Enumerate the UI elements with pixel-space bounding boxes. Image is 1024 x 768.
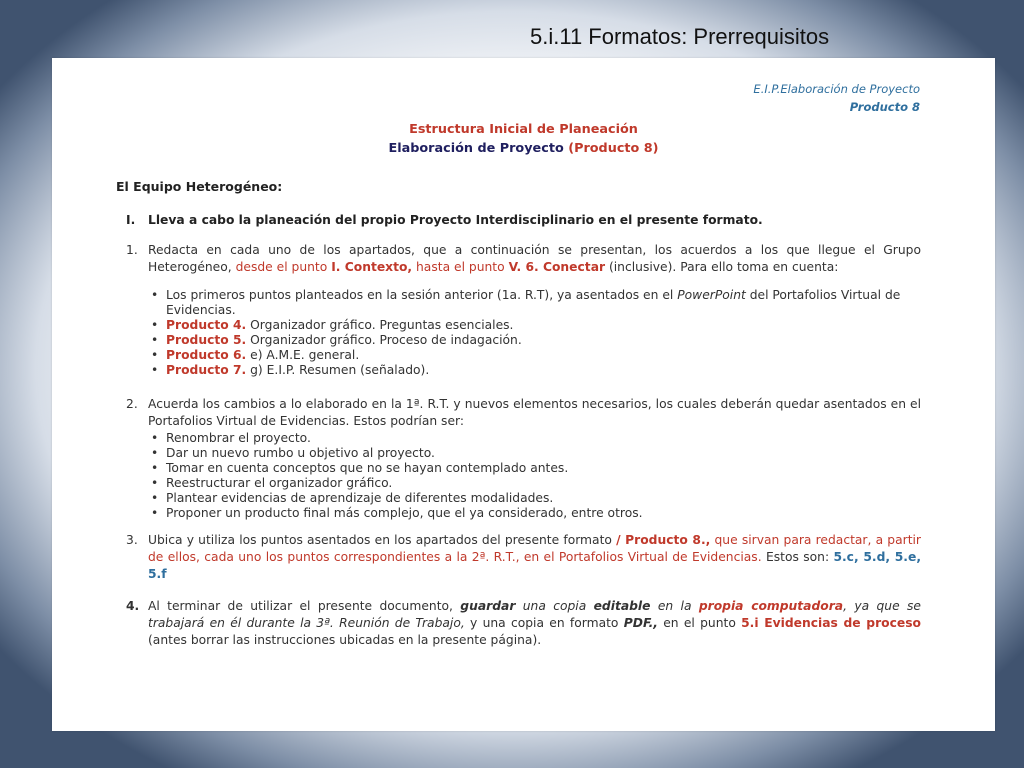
list-item [166,333,926,348]
item-1-to: hasta el punto [412,260,509,274]
bullet-text: g) E.I.P. Resumen (señalado). [246,363,430,377]
doc-title-main: Elaboración de Proyecto [388,141,564,156]
item-3-number: 3. [126,533,138,547]
instruction-item-1 [126,242,921,276]
doc-header-project: E.I.P.Elaboración de Proyecto [753,82,920,96]
bullet-label: Producto 6. [166,348,247,362]
instruction-item-3 [126,532,921,583]
item-1-text: Redacta en cada uno de los apartados, que a continuación se presentan, los acuerdos a los que llegue el Grupo Heterogéneo, [148,243,921,274]
section-heading [126,213,763,227]
list-item [166,348,926,363]
item-2-text: Acuerda los cambios a lo elaborado en la 1ª. R.T. y nuevos elementos necesarios, los cuales deberán quedar asentados en el Portafolios Virtual de Evidencias. Estos podrían ser: [148,397,921,428]
item-4-in: en la [650,599,699,613]
item-3-these: Estos son: [761,550,834,564]
item-1-from: desde el punto [235,260,332,274]
section-number: I. [126,213,136,227]
item-1-number: 1. [126,243,138,257]
item-4-number: 4. [126,599,140,613]
slide-title: 5.i.11 Formatos: Prerrequisitos [530,24,830,49]
item-3-red-text: que sirvan para redactar, a partir de ellos, cada uno los puntos correspondientes a la 2ª. R.T., en el Portafolios Virtual de Evidencias. [148,533,921,564]
doc-title-line1: Estructura Inicial de Planeación [409,122,638,137]
item-4-computer: propia computadora [698,599,844,613]
item-4-evidence: 5.i Evidencias de proceso [741,616,921,630]
bullet-text: Los primeros puntos planteados en la sesión anterior (1a. R.T), ya asentados en el [166,288,678,302]
list-item [166,318,926,333]
item-4-tail: (antes borrar las instrucciones ubicadas en la presente página). [148,633,542,647]
item-3-points: 5.c, 5.d, 5.e, 5.f [148,550,921,581]
list-item [166,288,926,318]
item-4-pdf: PDF., [623,616,658,630]
doc-title-paren: (Producto 8) [568,141,659,156]
bullet-italic: PowerPoint [677,288,746,302]
item-1-context: I. Contexto, [331,260,413,274]
bullet-label: Producto 7. [166,363,247,377]
item-3-product: / Producto 8., [616,533,711,547]
doc-header-product: Producto 8 [849,100,920,114]
section-text: Lleva a cabo la planeación del propio Proyecto Interdisciplinario en el presente formato. [148,213,763,227]
list-item: • Dar un nuevo rumbo u objetivo al proyecto. [166,446,926,461]
list-item: • Proponer un producto final más complejo, que el ya considerado, entre otros. [166,506,926,521]
instruction-item-2 [126,396,921,430]
list-item: • Tomar en cuenta conceptos que no se hayan contemplado antes. [166,461,926,476]
list-item [166,363,926,378]
instruction-item-4 [126,598,921,649]
item-1-connect: V. 6. Conectar [508,260,606,274]
item-2-bullet-list [166,431,926,521]
list-item: • Renombrar el proyecto. [166,431,926,446]
item-4-editable: editable [593,599,651,613]
doc-title-line2 [52,141,995,156]
document-page [52,58,995,731]
bullet-text-post: del Portafolios Virtual de Evidencias. [166,288,901,317]
item-4-format: y una copia en formato [464,616,624,630]
item-4-text: Al terminar de utilizar el presente documento, [148,599,461,613]
list-item: • Reestructurar el organizador gráfico. [166,476,926,491]
item-4-meeting: , ya que se trabajará en él durante la 3ª. Reunión de Trabajo, [148,599,921,630]
item-1-tail: (inclusive). Para ello toma en cuenta: [605,260,839,274]
bullet-text: Organizador gráfico. Proceso de indagación. [246,333,522,347]
bullet-label: Producto 4. [166,318,247,332]
item-3-text: Ubica y utiliza los puntos asentados en los apartados del presente formato [148,533,617,547]
item-4-copy: una copia [515,599,594,613]
bullet-label: Producto 5. [166,333,247,347]
team-heading: El Equipo Heterogéneo: [116,179,283,194]
bullet-text: e) A.M.E. general. [246,348,360,362]
list-item: • Plantear evidencias de aprendizaje de diferentes modalidades. [166,491,926,506]
bullet-text: Organizador gráfico. Preguntas esenciales. [246,318,514,332]
item-1-bullet-list [166,288,926,378]
item-4-point: en el punto [657,616,742,630]
item-4-save: guardar [460,599,516,613]
item-2-number: 2. [126,397,138,411]
